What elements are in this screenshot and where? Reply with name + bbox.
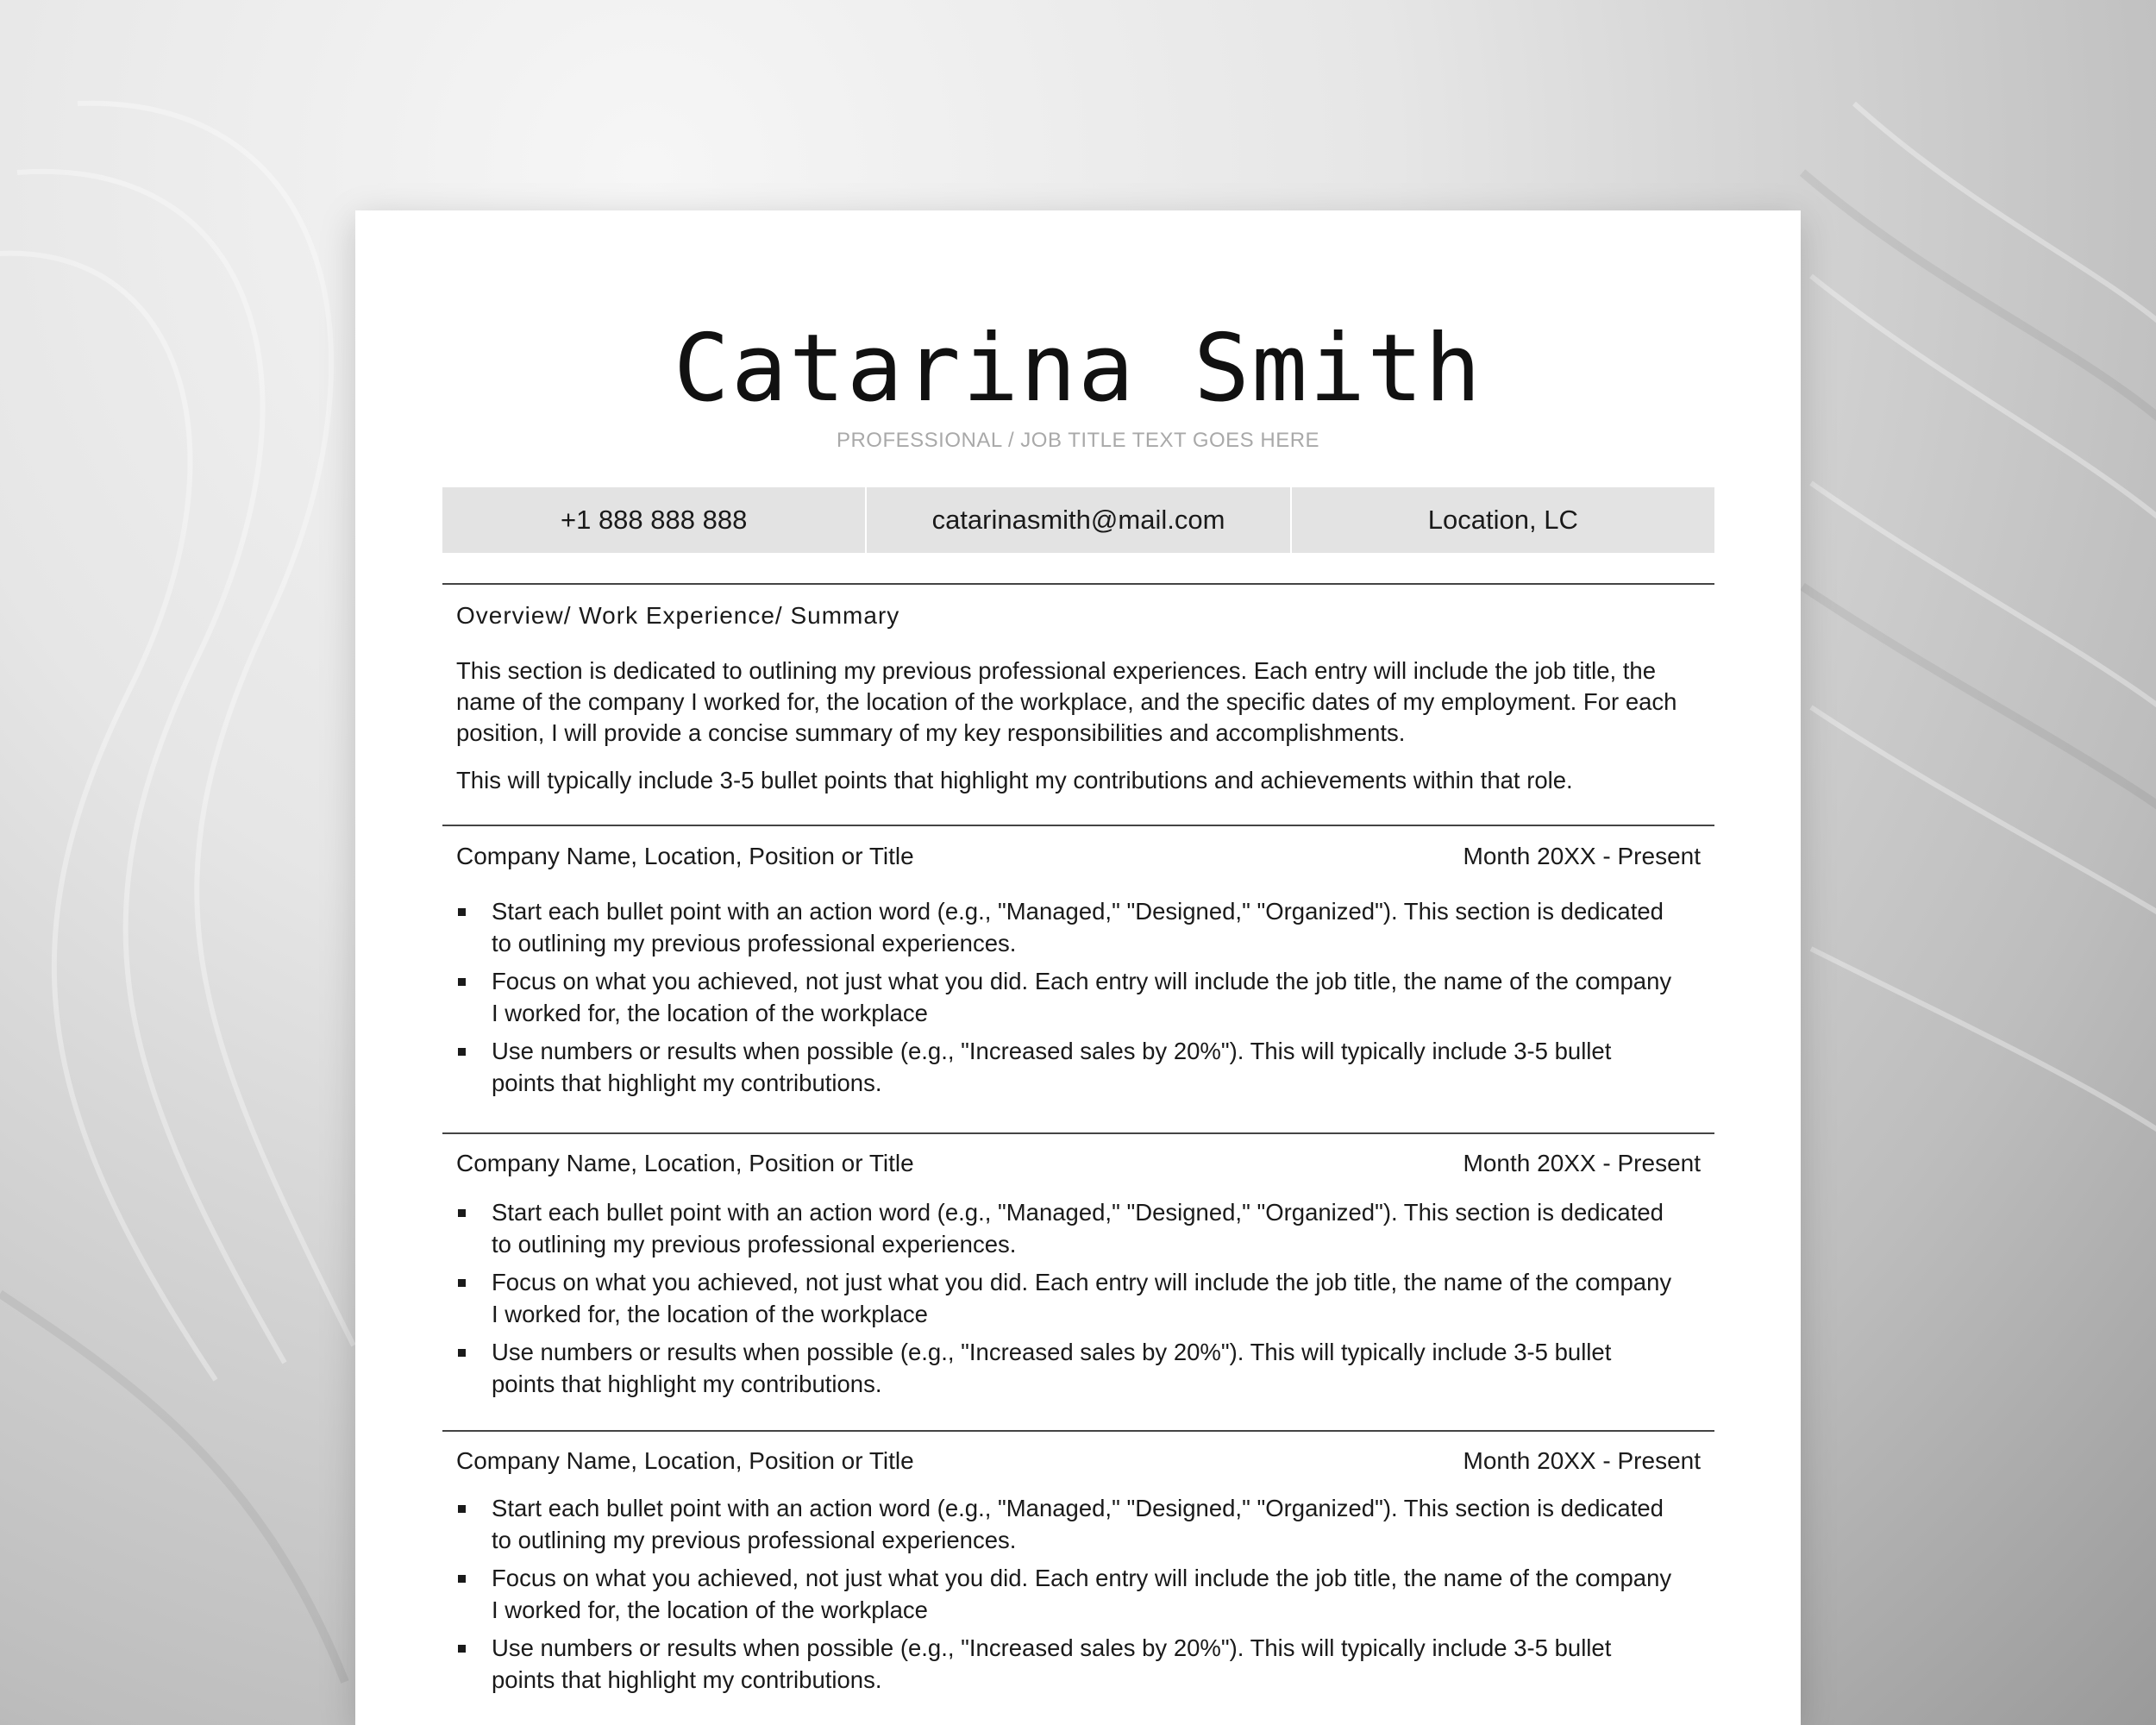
bullet-text: Use numbers or results when possible (e.g., "Increased sales by 20%"). This will typically include 3-5 bullet points that highlight my contributions. (492, 1038, 1612, 1096)
job-header (456, 1447, 1701, 1475)
contact-phone: +1 888 888 888 (442, 487, 867, 553)
divider (442, 1132, 1714, 1134)
job-dates: Month 20XX - Present (1463, 1150, 1701, 1176)
bullet-square-icon (458, 1505, 466, 1513)
bullet-square-icon (458, 1279, 466, 1287)
bullet-item (456, 966, 1681, 1029)
bullet-text: Start each bullet point with an action word (e.g., "Managed," "Designed," "Organized"). This section is dedicated to outlining my previous professional experiences. (492, 898, 1664, 957)
resume-page (355, 210, 1801, 1725)
bullet-square-icon (458, 1575, 466, 1583)
bullet-square-icon (458, 908, 466, 916)
bullet-text: Start each bullet point with an action word (e.g., "Managed," "Designed," "Organized"). This section is dedicated to outlining my previous professional experiences. (492, 1199, 1664, 1258)
bullet-square-icon (458, 1349, 466, 1357)
resume-name: Catarina Smith (673, 315, 1483, 423)
overview-paragraph: This section is dedicated to outlining my previous professional experiences. Each entry will include the job title, the name of the company I worked for, the location of the workplace, and the specific dates of my employment. For each position, I will provide a concise summary of my key responsibilities and accomplishments. (456, 657, 1677, 746)
divider (442, 583, 1714, 585)
bullet-item (456, 1337, 1681, 1400)
job-header (456, 1150, 1701, 1177)
contact-email: catarinasmith@mail.com (867, 487, 1291, 553)
bullet-item (456, 1036, 1681, 1099)
bullet-text: Focus on what you achieved, not just what you did. Each entry will include the job title, the name of the company I worked for, the location of the workplace (492, 1565, 1672, 1623)
job-title-line: Company Name, Location, Position or Title (456, 843, 914, 869)
job-bullets (456, 1197, 1681, 1407)
job-title-line: Company Name, Location, Position or Title (456, 1150, 914, 1176)
bullet-item (456, 1563, 1681, 1626)
divider (442, 1430, 1714, 1432)
overview-heading: Overview/ Work Experience/ Summary (456, 602, 900, 629)
job-title-line: Company Name, Location, Position or Title (456, 1447, 914, 1474)
bullet-square-icon (458, 1209, 466, 1217)
job-bullets (456, 896, 1681, 1106)
job-dates: Month 20XX - Present (1463, 1447, 1701, 1474)
job-bullets (456, 1493, 1681, 1703)
bullet-item (456, 1493, 1681, 1556)
bullet-item (456, 1197, 1681, 1260)
job-dates: Month 20XX - Present (1463, 843, 1701, 869)
bullet-text: Focus on what you achieved, not just what you did. Each entry will include the job title, the name of the company I worked for, the location of the workplace (492, 1269, 1672, 1327)
job-header (456, 843, 1701, 870)
bullet-text: Use numbers or results when possible (e.g., "Increased sales by 20%"). This will typically include 3-5 bullet points that highlight my contributions. (492, 1634, 1612, 1693)
job-title: PROFESSIONAL / JOB TITLE TEXT GOES HERE (836, 429, 1320, 452)
bullet-text: Start each bullet point with an action word (e.g., "Managed," "Designed," "Organized"). This section is dedicated to outlining my previous professional experiences. (492, 1495, 1664, 1553)
bullet-text: Focus on what you achieved, not just what you did. Each entry will include the job title, the name of the company I worked for, the location of the workplace (492, 968, 1672, 1026)
bullet-square-icon (458, 1048, 466, 1056)
bullet-square-icon (458, 1645, 466, 1653)
bullet-text: Use numbers or results when possible (e.g., "Increased sales by 20%"). This will typically include 3-5 bullet points that highlight my contributions. (492, 1339, 1612, 1397)
divider (442, 825, 1714, 826)
bullet-item (456, 896, 1681, 959)
contact-bar (442, 487, 1714, 553)
bullet-square-icon (458, 978, 466, 986)
contact-location: Location, LC (1427, 505, 1578, 535)
overview-paragraph-2: This will typically include 3-5 bullet points that highlight my contributions and achievements within that role. (456, 767, 1573, 794)
bullet-item (456, 1267, 1681, 1330)
bullet-item (456, 1633, 1681, 1696)
